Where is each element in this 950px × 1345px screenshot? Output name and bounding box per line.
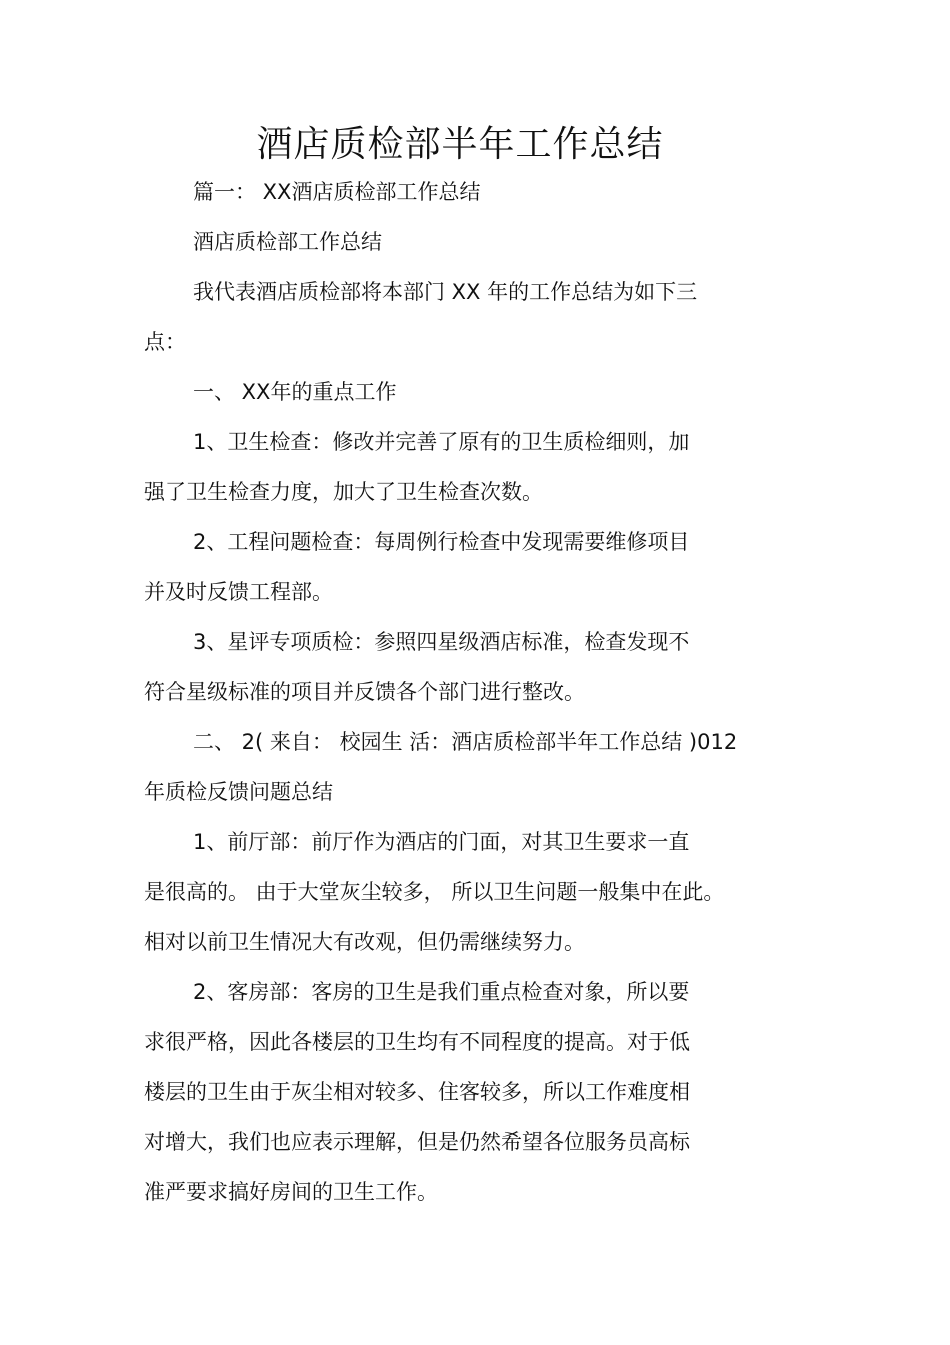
paragraph-line: 2、客房部：客房的卫生是我们重点检查对象，所以要 (193, 980, 690, 1004)
paragraph-line: 准严要求搞好房间的卫生工作。 (144, 1180, 438, 1204)
paragraph-line: 我代表酒店质检部将本部门 XX 年的工作总结为如下三 (193, 280, 698, 304)
paragraph-line: 相对以前卫生情况大有改观，但仍需继续努力。 (144, 930, 585, 954)
paragraph-line: 符合星级标准的项目并反馈各个部门进行整改。 (144, 680, 585, 704)
paragraph-line: 年质检反馈问题总结 (144, 780, 333, 804)
paragraph-line: 点： (144, 330, 186, 354)
section-heading: 二、 2( 来自： 校园生 活：酒店质检部半年工作总结 )012 (193, 730, 738, 754)
subtitle: 酒店质检部工作总结 (193, 230, 382, 254)
paragraph-line: 3、星评专项质检：参照四星级酒店标准，检查发现不 (193, 630, 690, 654)
paragraph-line: 并及时反馈工程部。 (144, 580, 333, 604)
paragraph-line: 1、前厅部：前厅作为酒店的门面，对其卫生要求一直 (193, 830, 690, 854)
paragraph-line: 强了卫生检查力度，加大了卫生检查次数。 (144, 480, 543, 504)
paragraph-line: 对增大，我们也应表示理解，但是仍然希望各位服务员高标 (144, 1130, 690, 1154)
paragraph-line: 求很严格，因此各楼层的卫生均有不同程度的提高。对于低 (144, 1030, 690, 1054)
paragraph-line: 2、工程问题检查：每周例行检查中发现需要维修项目 (193, 530, 690, 554)
paragraph-line: 1、卫生检查：修改并完善了原有的卫生质检细则，加 (193, 430, 690, 454)
section-heading: 一、 XX年的重点工作 (193, 380, 397, 404)
document-title: 酒店质检部半年工作总结 (256, 124, 664, 165)
paragraph-line: 楼层的卫生由于灰尘相对较多、住客较多，所以工作难度相 (144, 1080, 690, 1104)
paragraph-line: 是很高的。 由于大堂灰尘较多， 所以卫生问题一般集中在此。 (144, 880, 725, 904)
section-heading: 篇一： XX酒店质检部工作总结 (193, 180, 481, 204)
